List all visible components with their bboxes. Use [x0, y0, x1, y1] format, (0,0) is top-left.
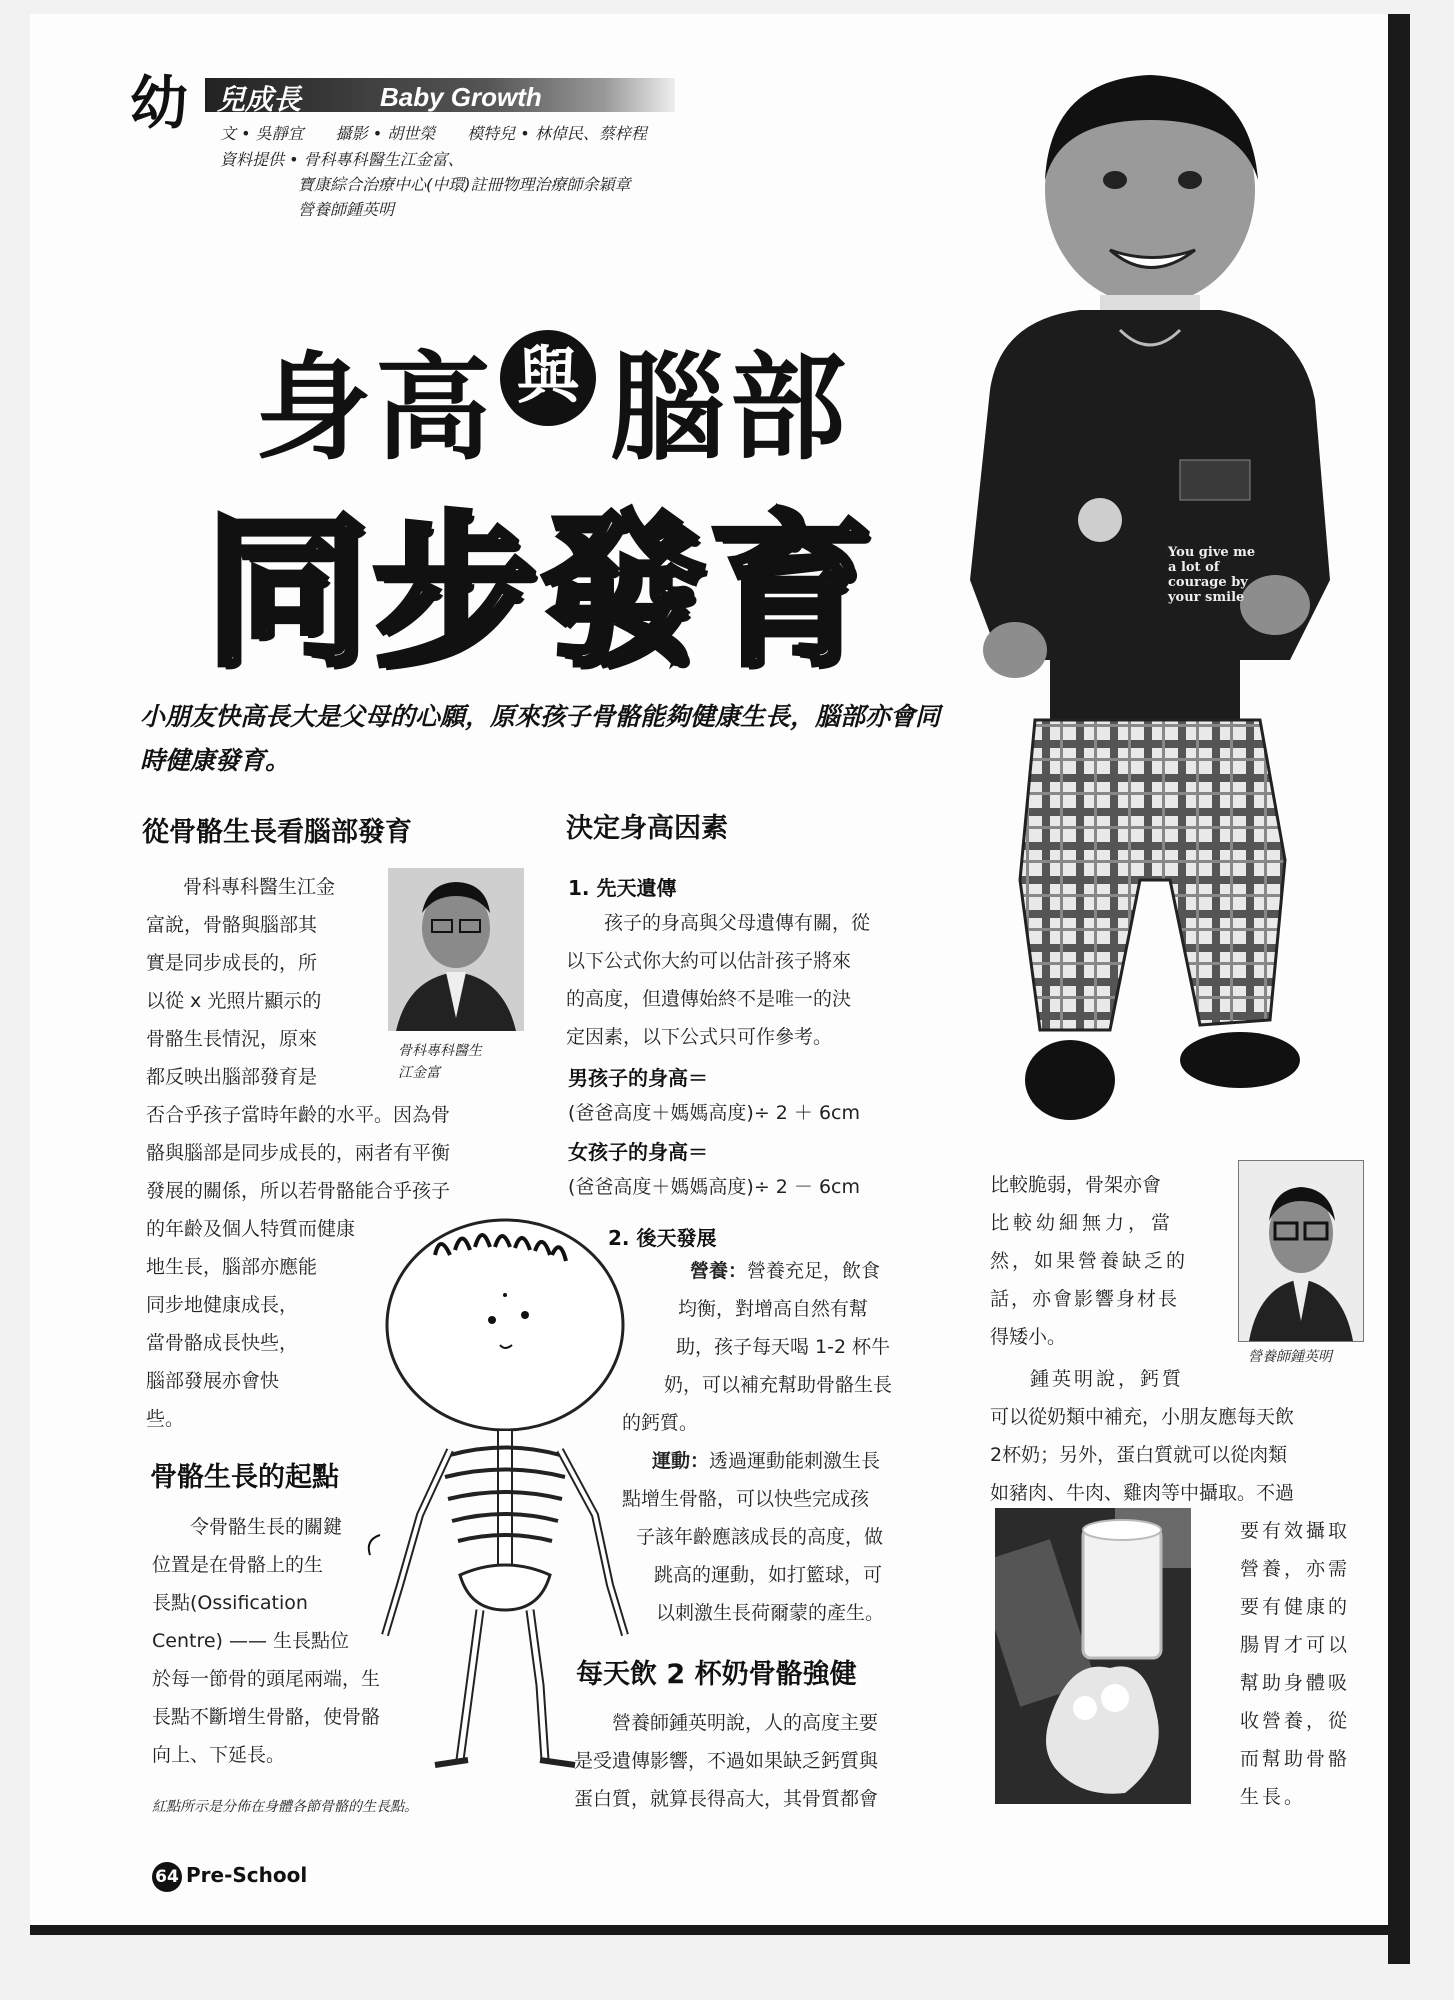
para-1-line: 當骨骼成長快些，	[146, 1332, 299, 1354]
col3-line: 生長。	[1240, 1786, 1307, 1808]
nutritionist-photo	[1238, 1160, 1364, 1342]
heading-milk: 每天飲 2 杯奶骨骼強健	[576, 1659, 857, 1690]
section-initial: 幼	[130, 69, 187, 137]
nutritionist-caption: 營養師鍾英明	[1248, 1349, 1332, 1365]
exercise-line: 子該年齡應該成長的高度，做	[636, 1526, 884, 1548]
milk-photo	[995, 1508, 1191, 1804]
magazine-brand: Pre-School	[186, 1863, 308, 1887]
para-1-line: 發展的關係，所以若骨骼能合乎孩子	[146, 1180, 451, 1202]
page-binding-edge	[1388, 14, 1410, 1964]
nutrition-line	[690, 1252, 880, 1290]
heredity-line: 的高度，但遺傳始終不是唯一的決	[566, 988, 852, 1010]
exercise-line: 點增生骨骼，可以快些完成孩	[622, 1488, 870, 1510]
col3-line: 收營養，從	[1240, 1710, 1351, 1732]
col3-line: 營養，亦需	[1240, 1558, 1351, 1580]
heredity-line: 孩子的身高與父母遺傳有關，從	[604, 912, 871, 934]
nutrition-label: 營養：	[690, 1260, 748, 1282]
col3-line: 得矮小。	[990, 1326, 1067, 1348]
shirt-print-text: You give me a lot of courage by your smile	[1168, 545, 1256, 605]
lead-paragraph: 小朋友快高長大是父母的心願，原來孩子骨骼能夠健康生長，腦部亦會同時健康發育。	[140, 702, 941, 775]
page-number: 64	[152, 1862, 182, 1892]
col3-line: 如豬肉、牛肉、雞肉等中攝取。不過	[990, 1482, 1295, 1504]
exercise-line	[652, 1442, 880, 1480]
doctor-caption-name: 江金富	[398, 1065, 440, 1081]
exercise-line: 跳高的運動，如打籃球，可	[654, 1564, 883, 1586]
credits-line-1: 文 • 吳靜宜 攝影 • 胡世榮 模特兒 • 林倬民、蔡梓程	[220, 124, 647, 143]
nutrition-line: 的鈣質。	[622, 1412, 699, 1434]
para-1-line: 否合乎孩子當時年齡的水平。因為骨	[146, 1104, 451, 1126]
milk-line: 蛋白質，就算長得高大，其骨質都會	[574, 1788, 879, 1810]
title-part-2: 腦部	[610, 341, 850, 476]
nutrition-text: 營養充足，飲食	[747, 1260, 881, 1282]
boy-formula: (爸爸高度＋媽媽高度)÷ 2 ＋ 6cm	[568, 1102, 860, 1124]
doctor-caption-title: 骨科專科醫生	[398, 1043, 482, 1059]
col3-line: 2杯奶；另外，蛋白質就可以從肉類	[990, 1444, 1288, 1466]
skeleton-illustration	[340, 1215, 640, 1775]
subheading-acquired: 2. 後天發展	[608, 1226, 717, 1250]
subheading-heredity: 1. 先天遺傳	[568, 876, 677, 900]
nutrition-line: 奶，可以補充幫助骨骼生長	[664, 1374, 893, 1396]
col3-line: 要有健康的	[1240, 1596, 1351, 1618]
col3-line: 腸胃才可以	[1240, 1634, 1351, 1656]
col3-line: 話，亦會影響身材長	[990, 1288, 1180, 1310]
heading-growth-point: 骨骼生長的起點	[150, 1462, 339, 1493]
title-connector: 與	[500, 330, 596, 426]
para-2-line: Centre) —— 生長點位	[152, 1630, 350, 1652]
section-title-en: Baby Growth	[380, 82, 542, 112]
para-1-line: 富說，骨骼與腦部其	[146, 914, 318, 936]
col3-line: 比較幼細無力，當	[990, 1212, 1175, 1234]
para-2-line: 令骨骼生長的關鍵	[190, 1516, 343, 1538]
para-1-line: 腦部發展亦會快	[146, 1370, 280, 1392]
col3-line: 然，如果營養缺乏的	[990, 1250, 1189, 1272]
section-title: 兒成長	[217, 83, 302, 116]
heading-height-factors: 決定身高因素	[566, 813, 728, 844]
col3-line: 幫助身體吸	[1240, 1672, 1351, 1694]
boy-photo	[940, 60, 1360, 1140]
para-2-line: 長點(Ossification	[152, 1592, 308, 1614]
para-1-line: 些。	[146, 1408, 185, 1430]
para-1-line: 實是同步成長的，所	[146, 952, 318, 974]
girl-formula-label: 女孩子的身高＝	[568, 1140, 708, 1164]
milk-line: 是受遺傳影響，不過如果缺乏鈣質與	[574, 1750, 879, 1772]
nutrition-line: 助，孩子每天喝 1-2 杯牛	[676, 1336, 891, 1358]
para-1-line: 地生長，腦部亦應能	[146, 1256, 318, 1278]
section-banner	[205, 78, 675, 116]
para-1-line: 同步地健康成長，	[146, 1294, 299, 1316]
para-2-line: 長點不斷增生骨骼，使骨骼	[152, 1706, 381, 1728]
para-1-line: 骨骼生長情況，原來	[146, 1028, 318, 1050]
girl-formula: (爸爸高度＋媽媽高度)÷ 2 － 6cm	[568, 1176, 860, 1198]
para-2-line: 位置是在骨骼上的生	[152, 1554, 324, 1576]
exercise-line: 以刺激生長荷爾蒙的產生。	[656, 1602, 885, 1624]
col3-line: 要有效攝取	[1240, 1520, 1351, 1542]
para-2-line: 向上、下延長。	[152, 1744, 286, 1766]
para-1-line: 以從 x 光照片顯示的	[146, 990, 322, 1012]
para-1-line: 都反映出腦部發育是	[146, 1066, 318, 1088]
skeleton-caption: 紅點所示是分佈在身體各節骨骼的生長點。	[152, 1799, 418, 1815]
page-bottom-edge	[30, 1925, 1410, 1935]
exercise-label: 運動：	[652, 1450, 710, 1472]
para-2-line: 於每一節骨的頭尾兩端，生	[152, 1668, 381, 1690]
col3-line: 比較脆弱，骨架亦會	[990, 1174, 1162, 1196]
heredity-line: 以下公式你大約可以估計孩子將來	[566, 950, 852, 972]
credits-line-4: 營養師鍾英明	[298, 200, 395, 219]
para-1-line: 的年齡及個人特質而健康	[146, 1218, 356, 1240]
nutrition-line: 均衡，對增高自然有幫	[678, 1298, 869, 1320]
col3-line: 鍾英明說，鈣質	[1030, 1368, 1185, 1390]
boy-formula-label: 男孩子的身高＝	[568, 1066, 708, 1090]
col3-line: 而幫助骨骼	[1240, 1748, 1351, 1770]
doctor-photo	[388, 868, 524, 1031]
exercise-text: 透過運動能刺激生長	[709, 1450, 881, 1472]
credits-line-2: 資料提供 • 骨科專科醫生江金富、	[220, 150, 464, 169]
credits-line-3: 寶康綜合治療中心(中環)註冊物理治療師余穎章	[298, 175, 631, 194]
heredity-line: 定因素，以下公式只可作參考。	[566, 1026, 833, 1048]
para-1-line: 骨科專科醫生江金	[183, 876, 336, 898]
col3-line: 可以從奶類中補充，小朋友應每天飲	[990, 1406, 1295, 1428]
para-1-line: 骼與腦部是同步成長的，兩者有平衡	[146, 1142, 451, 1164]
title-line-2: 同步發育	[205, 497, 878, 688]
milk-line: 營養師鍾英明說，人的高度主要	[612, 1712, 879, 1734]
title-part-1: 身高	[255, 341, 495, 476]
heading-bone-brain: 從骨骼生長看腦部發育	[142, 817, 412, 848]
